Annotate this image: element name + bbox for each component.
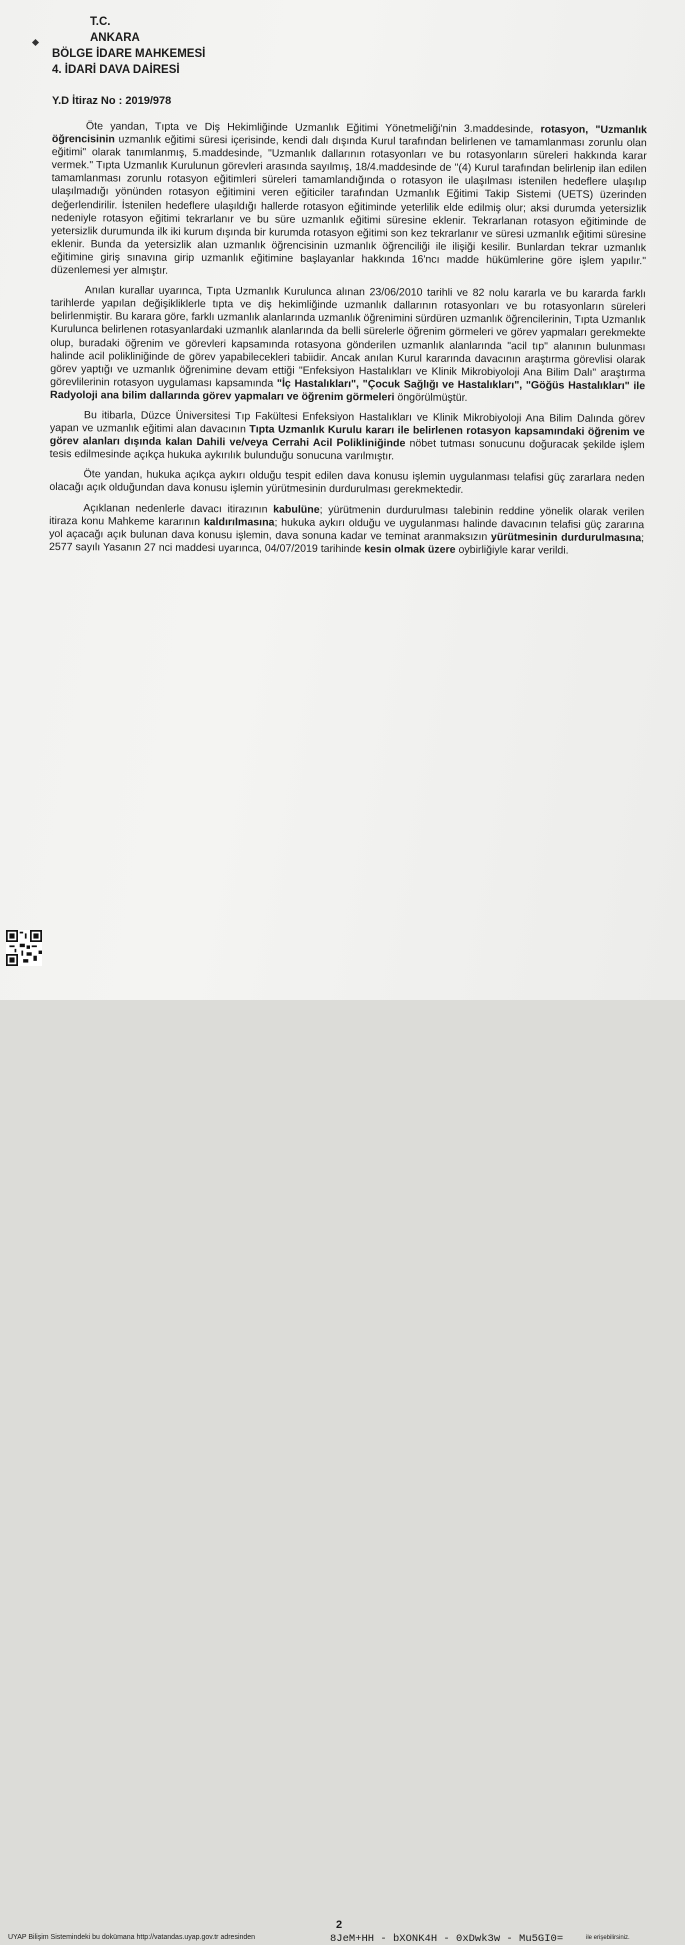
p5-bold-1: kabulüne (273, 503, 320, 516)
p3-bold-1: Tıpta Uzmanlık Kurulu kararı ile belirlenen rotasyon kapsamındaki öğrenim ve görev alanları dışında kalan Dahili ve/veya Cerrahi Acil Polikliniğinde (49, 423, 645, 450)
paragraph-1 (51, 120, 647, 281)
p5-text-5: oybirliğiyle karar verildi. (455, 543, 569, 557)
p5-text-1: Açıklanan nedenlerle davacı itirazının (83, 501, 274, 516)
p5-text-2: ; yürütmenin durdurulması talebinin reddine yönelik olarak verilen itiraza konu Mahkeme kararının (49, 503, 645, 528)
p1-bold-1: rotasyon, "Uzmanlık öğrencisinin (51, 123, 648, 146)
paragraph-4 (49, 468, 644, 498)
p5-text-3: ; hukuka aykırı olduğu ve uygulanması halinde davacının telafisi güç zararına yol açacağı açık bulunan dava konusu işlemin, dava sonuna kadar ve teminat aranmaksızın (49, 516, 645, 543)
court-header (52, 14, 205, 78)
paragraph-2 (50, 284, 646, 406)
header-city: ANKARA (90, 32, 140, 44)
header-tc: T.C. (90, 16, 111, 28)
header-chamber: 4. İDARİ DAVA DAİRESİ (52, 64, 180, 76)
scan-mark (32, 39, 39, 46)
p5-bold-3: yürütmesinin durdurulmasına (490, 530, 642, 544)
p1-text-2: uzmanlık eğitimi süresi içerisinde, kendi dalı dışında Kurul tarafından belirlenen ve tamamlanması zorunlu olan eğitimi" olarak tanımlanmış, 5.maddesinde, "Uzmanlık dallarının rotasyonları ve bu rotasyonların süreleri hakkında karar vermek." Tıpta Uzmanlık Kurulunun görevleri arasında sayılmış, 18/4.maddesinde de "(4) Kurul tarafından belirlenip ilan edilen tamamlanması zorunlu rotasyon eğitimleri süreleri tamamlandığında o rotasyon ile ulaşılması istenilen hedeflere ulaşılıp ulaşılmadığı yönünden rotasyon eğitimini veren eğiticiler tarafından Uzmanlık Eğitimi Takip Sistemi (UETS) üzerinden değerlendirilir. İstenilen hedeflere ulaşıldığı hallerde rotasyon eğitiminde yeterlilik elde edilmiş olur; aksi durumda yetersizlik nedeniyle rotasyon eğitimi tekrarlanır ve bu süre uzmanlık eğitimi süresine eklenir. Tekrarlanan rotasyon eğitiminde de yetersizlik durumunda ilk iki kurum dışında bir kurumda rotasyon eğitimi son kez tekrarlanır ve süresi uzmanlık eğitimi süresine eklenir. Bunda da yetersizlik alan uzmanlık öğrencisinin uzmanlık öğrenciliği ile ilişiği kesilir. Bunlardan tekrar uzmanlık eğitimine giriş sınavına girip uzmanlık eğitimine başlayanlar hakkında 16'ncı madde hükümlerine göre işlem yapılır." düzenlemesi yer almıştır. (50, 133, 647, 277)
p2-text-2: öngörülmüştür. (394, 391, 468, 404)
paragraph-5 (49, 502, 644, 559)
case-reference: Y.D İtiraz No : 2019/978 (52, 95, 172, 107)
p5-bold-4: kesin olmak üzere (364, 543, 456, 556)
document-body (49, 120, 647, 565)
p1-text-1: Öte yandan, Tıpta ve Diş Hekimliğinde Uzmanlık Eğitimi Yönetmeliği'nin 3.maddesinde, (85, 120, 541, 136)
uyap-access-text: UYAP Bilişim Sistemindeki bu dokümana http://vatandas.uyap.gov.tr adresinden (8, 1934, 256, 1941)
p3-text-2: nöbet tutması sonucunu doğuracak şekilde işlem tesis edilmesinde açıkça hukuka aykırılık bulunduğu sonucuna varılmıştır. (49, 437, 645, 463)
uyap-verification-code: 8JeM+HH - bXONK4H - 0xDwk3w - Mu5GI0= (330, 1933, 564, 1945)
paragraph-3 (50, 409, 645, 466)
page-number: 2 (336, 1919, 343, 1931)
p2-text-1: Anılan kurallar uyarınca, Tıpta Uzmanlık Kurulunca alınan 23/06/2010 tarihli ve 82 nolu kararla ve bu kararda farklı tarihlerde yapılan değişikliklerle tıpta ve diş hekimliğinde uzmanlık dallarının rotasyonları ve bu rotasyonların süreleri belirlenmiştir. Bu karara göre, farklı uzmanlık alanlarında uzmanlık öğrenimini sürdüren uzmanlık öğrencilerinin, Tıpta Uzmanlık Kurulunca belirlenen rotasyanlardaki uzmanlık alanlarında da belli sürelerle öğrenim görmeleri ve görev yapmaları gerekmekte olup, buradaki öğrenim ve görevleri kapsamında rotasyona gönderilen uzmanlık alanlarında "acil tıp" alanının bulunması halinde acil polikliniğinde de görev yapabilecekleri tabiidir. Ancak anılan Kurul kararında davacının araştırma görevlisi olarak görev yaptığı ve uzmanlık öğrenimine devam ettiği "Enfeksiyon Hastalıkları ve Klinik Mikrobiyoloji Ana Bilim Dalı" araştırma görevlilerinin rotasyon uygulaması kapsamında (50, 284, 646, 390)
header-court-name: BÖLGE İDARE MAHKEMESİ (52, 48, 206, 60)
p3-text-1: Bu itibarla, Düzce Üniversitesi Tıp Fakültesi Enfeksiyon Hastalıkları ve Klinik Mikrobiyoloji Ana Bilim Dalında görev yapan ve uzmanlık eğitimi alan davacının (49, 409, 645, 436)
qr-code-icon (6, 930, 42, 966)
p2-bold-1: "İç Hastalıkları", "Çocuk Sağlığı ve Hastalıkları", "Göğüs Hastalıkları" ile Radyoloji ana bilim dallarında görev yapmaları ve öğrenim görmeleri (50, 377, 646, 404)
p4-text-1: Öte yandan, hukuka açıkça aykırı olduğu tespit edilen dava konusu işlemin uygulanması telafisi güç zararlara neden olacağı açık olduğundan dava konusu işlemin yürütmesinin durdurulması gerekmektedir. (49, 468, 645, 497)
p5-text-4: ; 2577 sayılı Yasanın 27 nci maddesi uyarınca, 04/07/2019 tarihinde (48, 531, 645, 556)
uyap-access-suffix: ile erişebilirsiniz. (586, 1935, 630, 1941)
p5-bold-2: kaldırılmasına (203, 515, 275, 529)
